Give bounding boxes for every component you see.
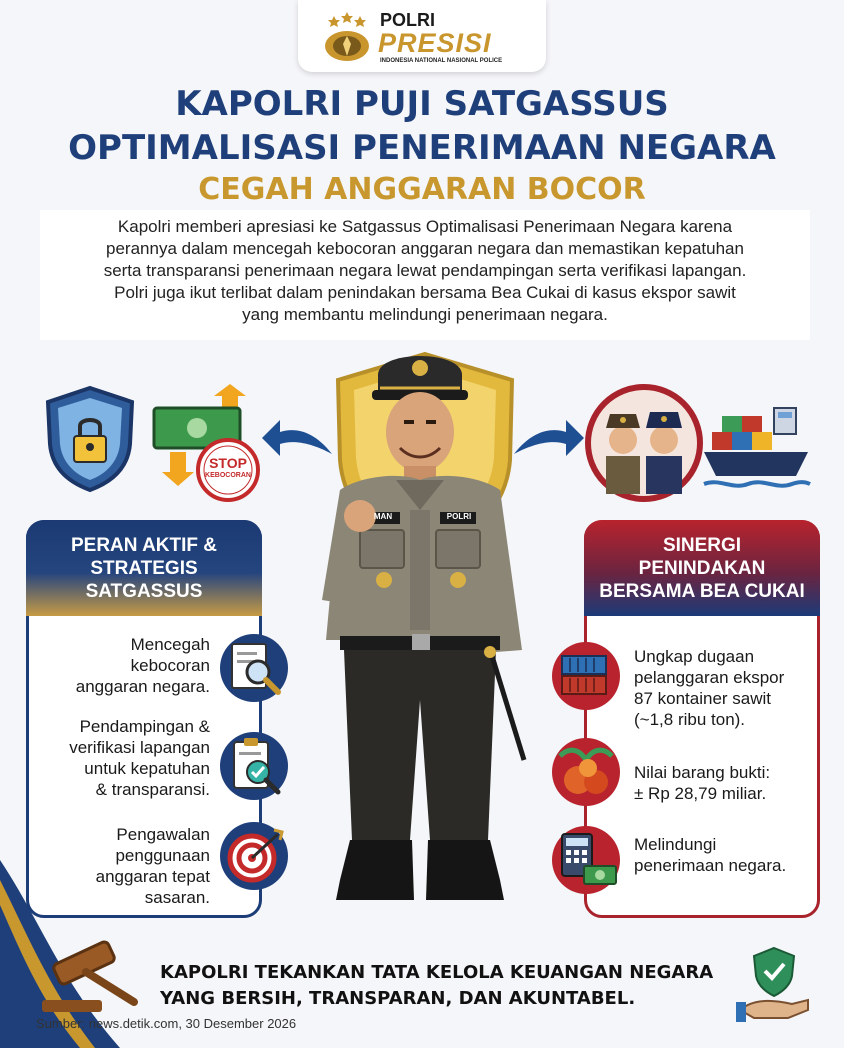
left-item-2 <box>40 716 210 800</box>
cargo-ship-icon <box>702 402 812 498</box>
footer-line-1: KAPOLRI TEKANKAN TATA KELOLA KEUANGAN NEGARA <box>160 962 714 983</box>
police-officer-illustration <box>300 340 540 920</box>
target-icon <box>218 820 290 892</box>
container-icon <box>550 640 622 712</box>
left-title-line: PERAN AKTIF & <box>70 535 218 556</box>
right-item-line: penerimaan negara. <box>634 856 787 875</box>
left-item-line: Pendampingan & <box>79 717 210 736</box>
document-search-icon <box>218 632 290 704</box>
stop-sign-subtext: KEBOCORAN <box>205 472 251 479</box>
left-panel-title <box>26 534 262 603</box>
intro-line: serta transparansi penerimaan negara lewat pendampingan serta verifikasi lapangan. <box>103 261 747 280</box>
source-credit: Sumber: news.detik.com, 30 Desember 2026 <box>36 1016 297 1031</box>
right-title-line: BERSAMA BEA CUKAI <box>599 581 805 602</box>
left-item-line: anggaran tepat <box>95 867 210 886</box>
right-item-2 <box>634 762 824 804</box>
right-panel-title <box>584 534 820 603</box>
stop-sign-text: STOP <box>209 455 247 471</box>
palm-fruit-icon <box>550 736 622 808</box>
intro-line: Polri juga ikut terlibat dalam penindakan bersama Bea Cukai di kasus ekspor sawit <box>114 283 736 302</box>
calculator-money-icon <box>550 824 622 896</box>
clipboard-check-icon <box>218 730 290 802</box>
left-item-line: untuk kepatuhan <box>84 759 210 778</box>
left-item-line: & transparansi. <box>95 780 210 799</box>
police-emblem-icon <box>320 10 374 64</box>
left-item-1 <box>40 634 210 697</box>
intro-paragraph <box>60 216 790 326</box>
left-item-3 <box>40 824 210 908</box>
officer-tag-left: MAN <box>373 512 393 521</box>
left-item-line: Pengawalan <box>116 825 210 844</box>
headline-line-1: KAPOLRI PUJI SATGASSUS <box>175 84 669 124</box>
officers-duo-icon <box>584 384 704 502</box>
gavel-icon <box>34 940 144 1020</box>
right-title-line: PENINDAKAN <box>638 558 766 579</box>
right-item-3 <box>634 834 824 876</box>
intro-line: yang membantu melindungi penerimaan negara. <box>242 305 608 324</box>
logo-presisi-text: PRESISI <box>378 28 492 58</box>
right-item-line: ± Rp 28,79 miliar. <box>634 784 767 803</box>
left-item-line: anggaran negara. <box>75 677 210 696</box>
right-item-line: Ungkap dugaan <box>634 647 755 666</box>
right-item-line: (~1,8 ribu ton). <box>634 710 746 729</box>
intro-line: Kapolri memberi apresiasi ke Satgassus Optimalisasi Penerimaan Negara karena <box>117 217 733 236</box>
left-item-line: sasaran. <box>144 888 210 907</box>
logo-polri-text: POLRI <box>380 10 436 30</box>
right-item-line: Melindungi <box>634 835 717 854</box>
intro-line: perannya dalam mencegah kebocoran anggaran negara dan memastikan kepatuhan <box>106 239 744 258</box>
headline-line-2: OPTIMALISASI PENERIMAAN NEGARA <box>68 128 776 168</box>
footer-line-2: YANG BERSIH, TRANSPARAN, DAN AKUNTABEL. <box>160 988 636 1009</box>
left-title-line: STRATEGIS <box>90 558 198 579</box>
left-item-line: penggunaan <box>115 846 210 865</box>
right-item-line: pelanggaran ekspor <box>634 668 785 687</box>
left-title-line: SATGASSUS <box>85 581 203 602</box>
left-item-line: Mencegah <box>130 635 210 654</box>
logo-subtitle: INDONESIA NATIONAL NASIONAL POLICE <box>380 58 503 64</box>
right-title-line: SINERGI <box>662 535 742 556</box>
officer-name-tag: POLRI <box>446 512 472 521</box>
lock-shield-icon <box>42 384 138 494</box>
right-item-line: 87 kontainer sawit <box>634 689 772 708</box>
left-item-line: kebocoran <box>130 656 210 675</box>
headline-line-3: CEGAH ANGGARAN BOCOR <box>198 172 646 207</box>
left-item-line: verifikasi lapangan <box>69 738 210 757</box>
right-item-1 <box>634 646 824 730</box>
hand-shield-check-icon <box>734 944 814 1024</box>
right-item-line: Nilai barang bukti: <box>634 763 771 782</box>
